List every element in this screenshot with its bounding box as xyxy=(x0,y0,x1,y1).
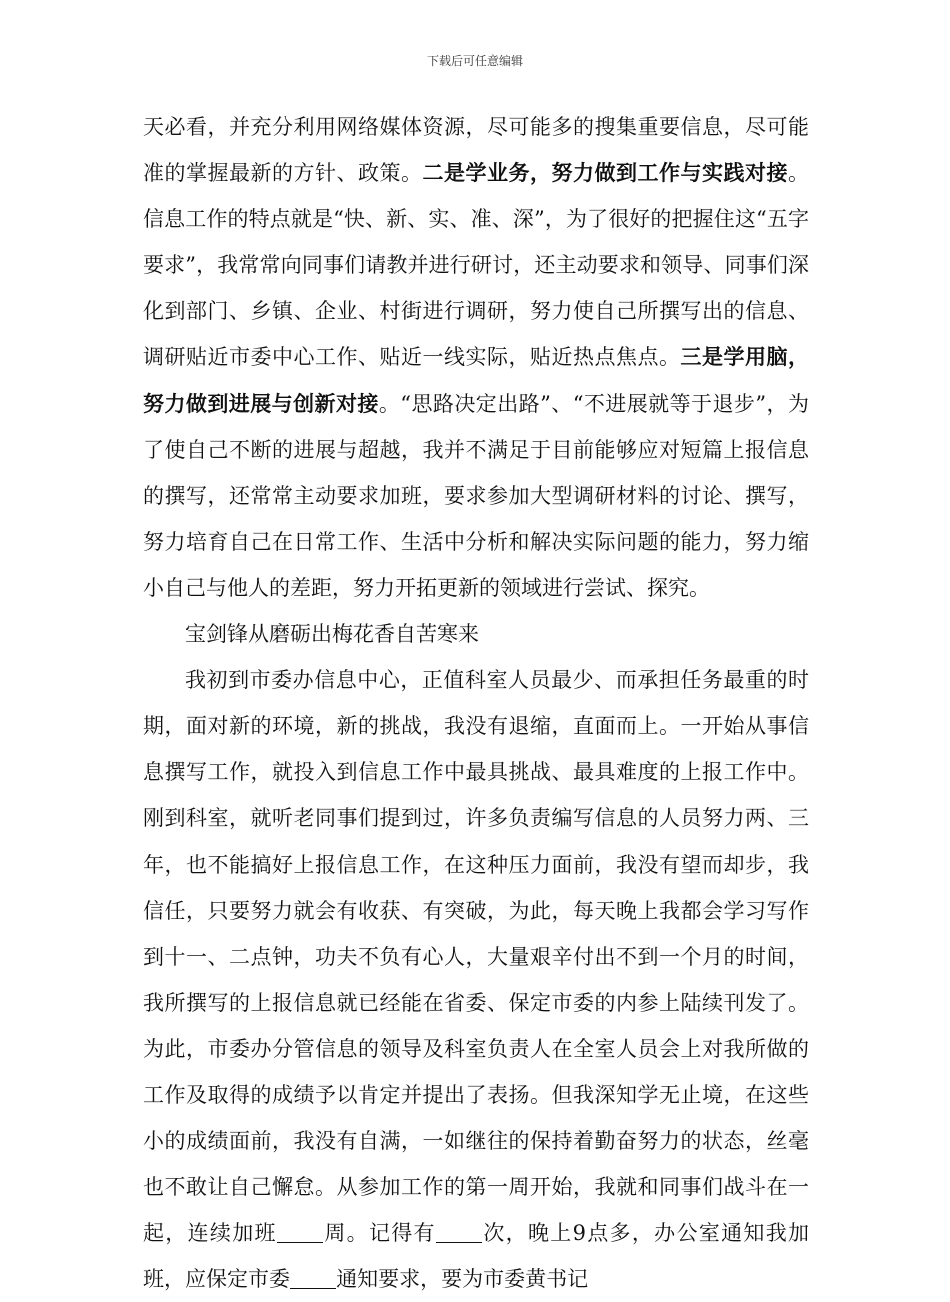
paragraph-1-bold-point-3: 三是学用脑，努力做到进展与创新对接 xyxy=(143,344,809,416)
blank-underline-2 xyxy=(436,1221,482,1243)
section-heading: 宝剑锋从磨砺出梅花香自苦寒来 xyxy=(185,622,479,647)
blank-underline-3 xyxy=(290,1267,336,1289)
paragraph-1-bold-point-2: 二是学业务，努力做到工作与实践对接 xyxy=(422,160,788,186)
paragraph-2-text-1: 我初到市委办信息中心，正值科室人员最少、而承担任务最重的时期，面对新的环境，新的挑战，我没有退缩，直面而上。一开始从事信息撰写工作，就投入到信息工作中最具挑战、最具难度的上报工作中。刚到科室，就听老同事们提到过，许多负责编写信息的人员努力两、三年，也不能搞好上报信息工作，在这种压力面前，我没有望而却步，我信任，只要努力就会有收获、有突破，为此，每天晚上我都会学习写作到十一、二点钟，功夫不负有心人，大量艰辛付出不到一个月的时间，我所撰写的上报信息就已经能在省委、保定市委的内参上陆续刊发了。为此，市委办分管信息的领导及科室负责人在全室人员会上对我所做的工作及取得的成绩予以肯定并提出了表扬。但我深知学无止境，在这些小的成绩面前，我没有自满，一如继往的保持着勤奋努力的状态，丝毫也不敢让自己懈怠。从参加工作的第一周开始，我就和同事们战斗在一起，连续加班 xyxy=(143,668,809,1246)
paragraph-1-text-2: 。信息工作的特点就是“快、新、实、准、深”，为了很好的把握住这“五字要求”，我常常向同事们请教并进行研讨，还主动要求和领导、同事们深化到部门、乡镇、企业、村街进行调研，努力使自己所撰写出的信息、调研贴近市委中心工作、贴近一线实际，贴近热点焦点。 xyxy=(143,161,809,370)
paragraph-2 xyxy=(143,657,809,1302)
paragraph-2-text-2: 周。记得有 xyxy=(323,1221,436,1246)
blank-underline-1 xyxy=(277,1221,323,1243)
paragraph-1-text-1: 天必看，并充分利用网络媒体资源，尽可能多的搜集重要信息，尽可能准的掌握最新的方针、政策。 xyxy=(143,115,809,186)
page-header: 下载后可任意编辑 xyxy=(426,54,523,68)
document-body xyxy=(143,104,809,1302)
paragraph-2-text-4: 通知要求，要为市委黄书记 xyxy=(336,1267,589,1292)
paragraph-2-text-3: 次，晚上9点多，办公室通知我加班，应保定市委 xyxy=(143,1221,810,1292)
paragraph-1 xyxy=(143,104,809,611)
paragraph-1-text-3: 。“思路决定出路”、“不进展就等于退步”，为了使自己不断的进展与超越，我并不满足于目前能够应对短篇上报信息的撰写，还常常主动要求加班，要求参加大型调研材料的讨论、撰写，努力培育自己在日常工作、生活中分析和解决实际问题的能力，努力缩小自己与他人的差距，努力开拓更新的领域进行尝试、探究。 xyxy=(143,391,809,600)
